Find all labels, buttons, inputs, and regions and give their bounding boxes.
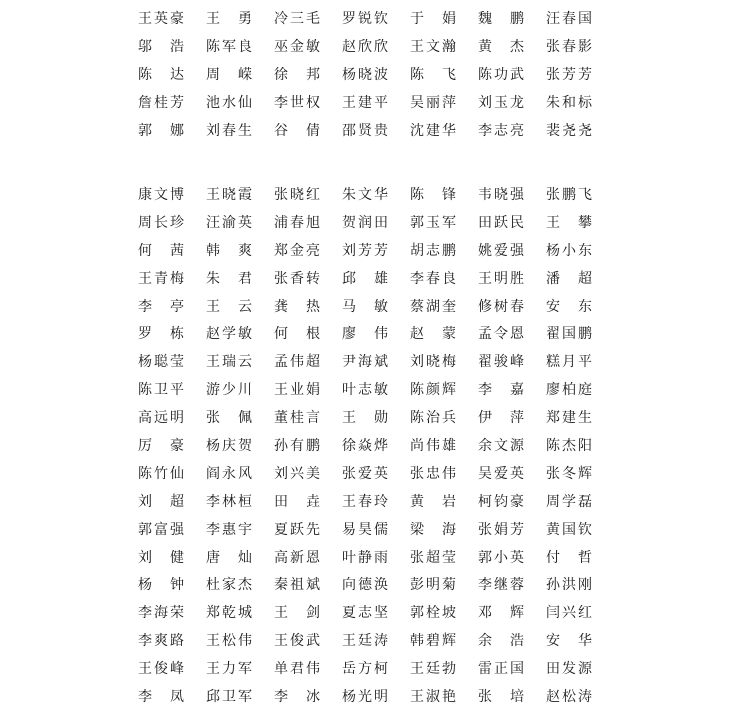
person-name: 张晓红 [274, 186, 320, 203]
name-row [138, 487, 614, 515]
person-name: 叶志敏 [342, 382, 388, 399]
person-name: 郭玉军 [410, 214, 456, 231]
person-name: 王淑艳 [410, 688, 456, 705]
person-name: 易昊儒 [342, 521, 388, 538]
person-name: 闫兴红 [546, 605, 592, 622]
person-name: 刘晓梅 [410, 354, 456, 371]
person-name: 田跃民 [478, 214, 524, 231]
person-name: 朱 君 [206, 270, 252, 287]
name-row [138, 431, 614, 459]
person-name: 周学磊 [546, 493, 592, 510]
person-name: 裴尧尧 [546, 122, 592, 139]
person-name: 高新恩 [274, 549, 320, 566]
person-name: 岳方柯 [342, 661, 388, 678]
person-name: 陈 达 [138, 66, 184, 83]
person-name: 康文博 [138, 186, 184, 203]
person-name: 李 凤 [138, 688, 184, 705]
person-name: 韦晓强 [478, 186, 524, 203]
person-name: 陈竹仙 [138, 465, 184, 482]
person-name: 陈功武 [478, 66, 524, 83]
person-name: 沈建华 [410, 122, 456, 139]
person-name: 何 根 [274, 326, 320, 343]
person-name: 杜家杰 [206, 577, 252, 594]
person-name: 李 嘉 [478, 382, 524, 399]
person-name: 邵贤贵 [342, 122, 388, 139]
person-name: 陈卫平 [138, 382, 184, 399]
person-name: 张 佩 [206, 410, 252, 427]
name-row [138, 347, 614, 375]
person-name: 张爱英 [342, 465, 388, 482]
person-name: 汪春国 [546, 10, 592, 27]
person-name: 郑金亮 [274, 242, 320, 259]
name-row [138, 32, 614, 60]
person-name: 王松伟 [206, 633, 252, 650]
person-name: 于 娟 [410, 10, 456, 27]
name-row [138, 459, 614, 487]
person-name: 李继蓉 [478, 577, 524, 594]
person-name: 王英豪 [138, 10, 184, 27]
person-name: 张香转 [274, 270, 320, 287]
name-row [138, 180, 614, 208]
person-name: 马 敏 [342, 298, 388, 315]
person-name: 邱 雄 [342, 270, 388, 287]
person-name: 郭栓坡 [410, 605, 456, 622]
name-row [138, 375, 614, 403]
person-name: 李 亭 [138, 298, 184, 315]
person-name: 李海荣 [138, 605, 184, 622]
person-name: 朱和标 [546, 94, 592, 111]
name-row [138, 264, 614, 292]
person-name: 安 华 [546, 633, 592, 650]
person-name: 王 勇 [206, 10, 252, 27]
person-name: 孙洪刚 [546, 577, 592, 594]
person-name: 王廷涛 [342, 633, 388, 650]
person-name: 胡志鹏 [410, 242, 456, 259]
person-name: 尚伟雄 [410, 437, 456, 454]
person-name: 李春良 [410, 270, 456, 287]
person-name: 韩 爽 [206, 242, 252, 259]
name-row [138, 654, 614, 682]
person-name: 刘芳芳 [342, 242, 388, 259]
person-name: 杨庆贺 [206, 437, 252, 454]
person-name: 王 剑 [274, 605, 320, 622]
name-row [138, 515, 614, 543]
name-row [138, 88, 614, 116]
person-name: 徐 邦 [274, 66, 320, 83]
person-name: 廖柏庭 [546, 382, 592, 399]
person-name: 阎永风 [206, 465, 252, 482]
person-name: 刘 健 [138, 549, 184, 566]
person-name: 邓 辉 [478, 605, 524, 622]
person-name: 糕月平 [546, 354, 592, 371]
person-name: 王春玲 [342, 493, 388, 510]
person-name: 王业娟 [274, 382, 320, 399]
person-name: 黄 岩 [410, 493, 456, 510]
person-name: 刘玉龙 [478, 94, 524, 111]
person-name: 孟伟超 [274, 354, 320, 371]
name-row [138, 236, 614, 264]
person-name: 杨 钟 [138, 577, 184, 594]
person-name: 秦祖斌 [274, 577, 320, 594]
person-name: 孟令恩 [478, 326, 524, 343]
person-name: 冷三毛 [274, 10, 320, 27]
person-name: 郑乾城 [206, 605, 252, 622]
person-name: 刘春生 [206, 122, 252, 139]
name-group-1 [138, 4, 614, 143]
person-name: 陈颜辉 [410, 382, 456, 399]
name-row [138, 682, 614, 710]
person-name: 尹海斌 [342, 354, 388, 371]
person-name: 陈杰阳 [546, 437, 592, 454]
person-name: 厉 豪 [138, 437, 184, 454]
person-name: 向德涣 [342, 577, 388, 594]
person-name: 赵欣欣 [342, 38, 388, 55]
person-name: 罗 栋 [138, 326, 184, 343]
person-name: 邱卫军 [206, 688, 252, 705]
name-row [138, 292, 614, 320]
person-name: 李惠宇 [206, 521, 252, 538]
person-name: 李世权 [274, 94, 320, 111]
person-name: 李 冰 [274, 688, 320, 705]
person-name: 王俊峰 [138, 661, 184, 678]
person-name: 张芳芳 [546, 66, 592, 83]
person-name: 游少川 [206, 382, 252, 399]
person-name: 陈 锋 [410, 186, 456, 203]
person-name: 王建平 [342, 94, 388, 111]
person-name: 廖 伟 [342, 326, 388, 343]
person-name: 余 浩 [478, 633, 524, 650]
person-name: 王 云 [206, 298, 252, 315]
name-row [138, 116, 614, 144]
person-name: 蔡湖奎 [410, 298, 456, 315]
person-name: 詹桂芳 [138, 94, 184, 111]
person-name: 张忠伟 [410, 465, 456, 482]
person-name: 田 垚 [274, 493, 320, 510]
person-name: 唐 灿 [206, 549, 252, 566]
person-name: 池水仙 [206, 94, 252, 111]
person-name: 罗锐钦 [342, 10, 388, 27]
person-name: 陈 飞 [410, 66, 456, 83]
person-name: 张春影 [546, 38, 592, 55]
person-name: 赵 蒙 [410, 326, 456, 343]
name-row [138, 598, 614, 626]
person-name: 张娟芳 [478, 521, 524, 538]
person-name: 李志亮 [478, 122, 524, 139]
person-name: 高远明 [138, 410, 184, 427]
person-name: 王廷勃 [410, 661, 456, 678]
person-name: 李爽路 [138, 633, 184, 650]
person-name: 余文源 [478, 437, 524, 454]
person-name: 邬 浩 [138, 38, 184, 55]
person-name: 赵松涛 [546, 688, 592, 705]
person-name: 孙有鹏 [274, 437, 320, 454]
person-name: 郑建生 [546, 410, 592, 427]
person-name: 郭 娜 [138, 122, 184, 139]
person-name: 陈军良 [206, 38, 252, 55]
name-row [138, 319, 614, 347]
person-name: 杨聪莹 [138, 354, 184, 371]
person-name: 柯钧豪 [478, 493, 524, 510]
name-row [138, 4, 614, 32]
name-row [138, 208, 614, 236]
person-name: 周长珍 [138, 214, 184, 231]
person-name: 王青梅 [138, 270, 184, 287]
person-name: 谷 倩 [274, 122, 320, 139]
person-name: 郭富强 [138, 521, 184, 538]
person-name: 贺润田 [342, 214, 388, 231]
person-name: 潘 超 [546, 270, 592, 287]
person-name: 伊 萍 [478, 410, 524, 427]
name-row [138, 543, 614, 571]
person-name: 巫金敏 [274, 38, 320, 55]
person-name: 浦春旭 [274, 214, 320, 231]
name-row [138, 60, 614, 88]
person-name: 郭小英 [478, 549, 524, 566]
person-name: 吴爱英 [478, 465, 524, 482]
person-name: 杨晓波 [342, 66, 388, 83]
person-name: 王晓霞 [206, 186, 252, 203]
person-name: 单君伟 [274, 661, 320, 678]
person-name: 汪渝英 [206, 214, 252, 231]
person-name: 吴丽萍 [410, 94, 456, 111]
name-row [138, 626, 614, 654]
person-name: 何 茜 [138, 242, 184, 259]
person-name: 周 嵘 [206, 66, 252, 83]
person-name: 叶静雨 [342, 549, 388, 566]
person-name: 王文瀚 [410, 38, 456, 55]
person-name: 安 东 [546, 298, 592, 315]
person-name: 王瑞云 [206, 354, 252, 371]
person-name: 田发源 [546, 661, 592, 678]
person-name: 徐焱烨 [342, 437, 388, 454]
person-name: 付 哲 [546, 549, 592, 566]
person-name: 姚爱强 [478, 242, 524, 259]
person-name: 张超莹 [410, 549, 456, 566]
name-group-2 [138, 180, 614, 710]
person-name: 王明胜 [478, 270, 524, 287]
person-name: 王 勋 [342, 410, 388, 427]
person-name: 雷正国 [478, 661, 524, 678]
person-name: 刘 超 [138, 493, 184, 510]
person-name: 夏志坚 [342, 605, 388, 622]
person-name: 彭明菊 [410, 577, 456, 594]
person-name: 董桂言 [274, 410, 320, 427]
person-name: 龚 热 [274, 298, 320, 315]
person-name: 张冬辉 [546, 465, 592, 482]
person-name: 张 培 [478, 688, 524, 705]
person-name: 陈治兵 [410, 410, 456, 427]
person-name: 王俊武 [274, 633, 320, 650]
person-name: 李林桓 [206, 493, 252, 510]
person-name: 杨小东 [546, 242, 592, 259]
person-name: 王力军 [206, 661, 252, 678]
person-name: 夏跃先 [274, 521, 320, 538]
name-row [138, 403, 614, 431]
person-name: 修树春 [478, 298, 524, 315]
person-name: 刘兴美 [274, 465, 320, 482]
name-row [138, 570, 614, 598]
person-name: 王 攀 [546, 214, 592, 231]
person-name: 翟骏峰 [478, 354, 524, 371]
person-name: 张鹏飞 [546, 186, 592, 203]
person-name: 梁 海 [410, 521, 456, 538]
person-name: 朱文华 [342, 186, 388, 203]
person-name: 杨光明 [342, 688, 388, 705]
person-name: 魏 鹏 [478, 10, 524, 27]
person-name: 翟国鹏 [546, 326, 592, 343]
person-name: 赵学敏 [206, 326, 252, 343]
person-name: 韩碧辉 [410, 633, 456, 650]
person-name: 黄国钦 [546, 521, 592, 538]
person-name: 黄 杰 [478, 38, 524, 55]
